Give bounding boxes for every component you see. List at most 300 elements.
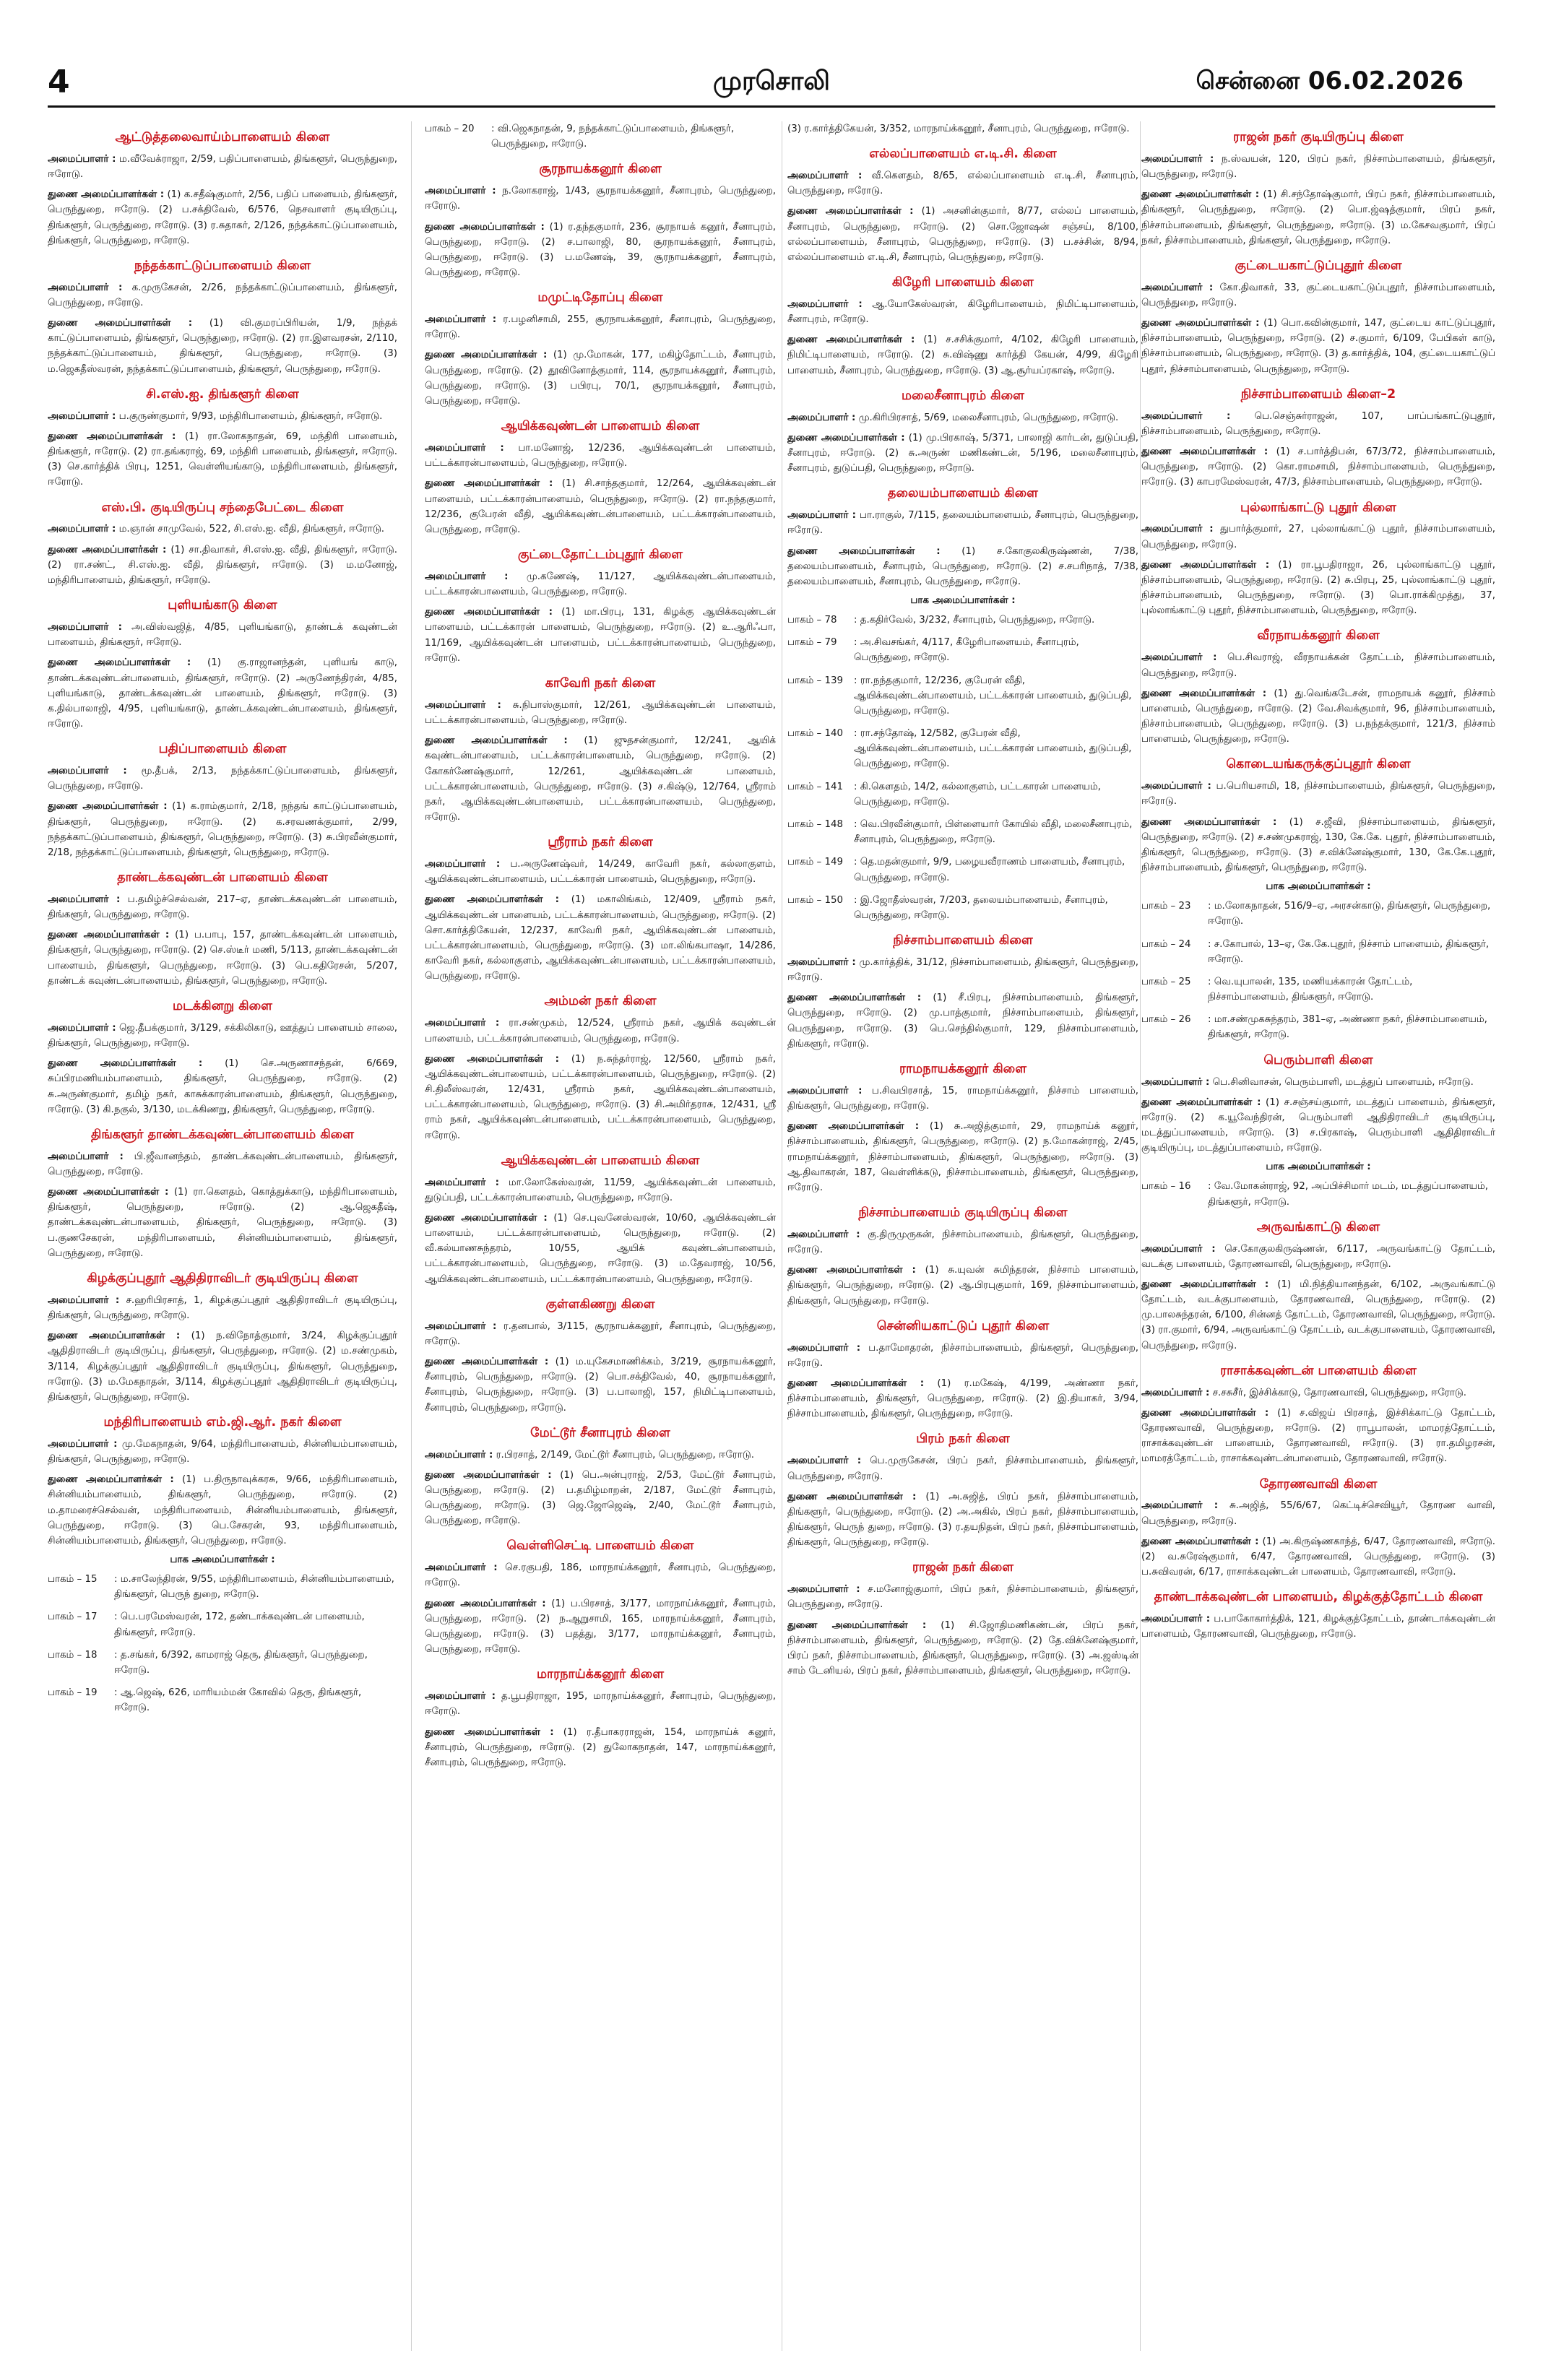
organizer-entry [48,152,397,182]
deputy-organizers-label: துணை அமைப்பாளர்கள் : [425,735,568,747]
ward-number: பாகம் – 140 [787,728,844,740]
organizer-label: அமைப்பாளர் : [48,1294,120,1306]
organizer-text: மூ.தீபக், 2/13, நந்தக்காட்டுப்பாளையம், திங்களூர், பெருந்துறை, ஈரோடு. [48,766,397,792]
deputy-organizers-label: துணை அமைப்பாளர்கள் : [787,992,922,1004]
organizer-label: அமைப்பாளர் : [1141,410,1231,422]
page-number: 4 [48,64,70,100]
branch-title: மாரநாய்க்கனூர் கிளை [536,1667,665,1682]
deputy-organizers-label: துணை அமைப்பாளர்கள் : [425,607,553,618]
deputy-organizers-entry [787,204,1138,265]
deputy-organizers-label: துணை அமைப்பாளர்கள் : [48,801,168,813]
organizer-entry [48,280,397,311]
branch-block [48,501,397,589]
organizer-entry [1141,280,1495,311]
deputy-organizers-label: துணை அமைப்பாளர்கள் : [425,350,548,361]
organizer-text: மா.லோகேஸ்வரன், 11/59, ஆயிக்கவுண்டன் பாளையம், துடுப்பதி, பட்டக்காரன்பாளையம், பெருந்துறை, ஈரோடு. [425,1177,776,1203]
branch-block [1141,757,1495,1042]
deputy-organizers-entry [787,430,1138,477]
organizer-text: துபார்த்குமார், 27, புல்லாங்காட்டு புதூர், நிச்சாம்பாளையம், பெருந்துறை, ஈரோடு. [1141,524,1495,550]
branch-block [425,676,776,825]
organizer-text: அ.விஸ்வஜித், 4/85, புளியங்காடு, தாண்டக் கவுண்டன் பாளையம், திங்களூர், ஈரோடு. [48,621,397,649]
branch-title: காவேரி நகர் கிளை [545,675,656,691]
deputy-organizers-entry [48,1185,397,1261]
deputy-organizers-label: துணை அமைப்பாளர்கள் : [787,1265,916,1276]
deputy-organizers-text: (1) ர.தீபாகரராஜன், 154, மாரநாய்க் கனூர், சீனாபுரம், பெருந்துறை, ஈரோடு. (2) துலோகநாதன், 147, மாரநாய்க்கனூர், சீனாபுரம், பெருந்துறை, ஈரோடு. [425,1726,776,1768]
organizer-label: அமைப்பாளர் : [48,766,127,777]
organizer-text: ப.பாகோகார்த்திக், 121, கிழக்குத்தோட்டம், தாண்டாக்கவுண்டன் பாளையம், தோரணவாவி, பெருந்துறை, ஈரோடு. [1141,1614,1495,1640]
branch-block [425,1426,776,1529]
deputy-organizers-label: துணை அமைப்பாளர்கள் : [1141,318,1260,329]
ward-organizer: : இ.ஜோதீஸ்வரன், 7/203, தலையம்பாளையம், சீனாபுரம், பெருந்துறை, ஈரோடு. [854,894,1108,921]
organizer-label: அமைப்பாளர் : [1141,153,1214,165]
organizer-entry [425,1689,776,1719]
branch-title: ஆயிக்கவுண்டன் பாளையம் கிளை [501,1153,700,1168]
organizer-label: அமைப்பாளர் : [1141,781,1211,792]
organizer-text: செ.ரகுபதி, 186, மாரநாய்க்கனூர், சீனாபுரம், பெருந்துறை, ஈரோடு. [425,1562,776,1589]
deputy-organizers-text: (1) மு.மோகன், 177, மகிழ்தோட்டம், சீனாபுரம், பெருந்துறை, ஈரோடு. (2) தூவினோத்குமார், 114, சூரநாயக்கனூர், சீனாபுரம், பெருந்துறை, ஈரோடு. (3) பபிரபு, 70/1, சூரநாயக்கனூர், சீனாபுரம், பெருந்துறை, ஈரோடு. [425,350,776,407]
branch-block [1141,1053,1495,1210]
deputy-organizers-label: துணை அமைப்பாளர்கள் : [425,1469,552,1481]
organizer-entry [787,168,1138,199]
deputy-organizers-text: (1) ரா.கௌதம், கொத்துக்காடு, மந்திரிபாளையம், திங்களூர், பெருந்துறை, ஈரோடு. (2) ஆ.ஜெகதீஷ், தாண்டக்கவுண்டன்பாளையம், திங்களூர், பெருந்துறை, ஈரோடு. (3) ப.குணசேகரன், மந்திரிபாளையம், சின்னியம்பாளையம், திங்களூர், பெருந்துறை, ஈரோடு. [48,1187,397,1259]
deputy-organizers-text: (1) ப.பிரசாத், 3/177, மாரநாய்க்கனூர், சீனாபுரம், பெருந்துறை, ஈரோடு. (2) ந.ஆறுசாமி, 165, மாரநாய்க்கனூர், சீனாபுரம், பெருந்துறை, ஈரோடு. (3) பதத்து, 3/177, மாரநாய்க்கனூர், சீனாபுரம், பெருந்துறை, ஈரோடு. [425,1598,776,1656]
ward-number: பாகம் – 141 [787,781,844,792]
branch-title: பதிப்பாளையம் கிளை [158,742,287,757]
deputy-organizers-label: துணை அமைப்பாளர்கள் : [1141,1278,1269,1290]
deputy-organizers-entry [425,347,776,409]
ward-organizer: : வெ.யுபாலன், 135, மணியக்காரன் தோட்டம், நிச்சாம்பாளையம், திங்களூர், ஈரோடு. [1208,976,1413,1003]
organizer-label: அமைப்பாளர் : [787,1229,860,1240]
organizer-label: அமைப்பாளர் : [48,621,123,633]
branch-block [425,1667,776,1770]
organizer-text: மு.மேகநாதன், 9/64, மந்திரிபாளையம், சின்னியம்பாளையம், திங்களூர், பெருந்துறை, ஈரோடு. [48,1438,397,1466]
deputy-organizers-label: துணை அமைப்பாளர்கள் : [425,478,553,490]
ward-organizers-heading: பாக அமைப்பாளர்கள் : [1266,1161,1371,1173]
branch-title: மலைசீனாபுரம் கிளை [902,388,1024,403]
branch-block [425,1154,776,1287]
column-divider [411,121,412,2351]
deputy-organizers-entry [1141,686,1495,748]
branch-title: மடக்கினறு கிளை [173,999,272,1013]
ward-row [787,613,1138,628]
deputy-organizers-text: (1) ப.பாபு, 157, தாண்டக்கவுண்டன் பாளையம், திங்களூர், பெருந்துறை, ஈரோடு. (2) செ.ஸ்டீர் மணி, 5/113, தாண்டக்கவுண்டன் பாளையம், திங்களூர், பெருந்துறை, ஈரோடு. (3) பெ.கதிரேசன், 5/207, தாண்டக் கவுண்டன்பாளையம், திங்களூர், பெருந்துறை, ஈரோடு. [48,930,397,987]
organizer-text: ர.பழனிசாமி, 255, சூரநாயக்கனூர், சீனாபுரம், பெருந்துறை, ஈரோடு. [425,314,776,341]
deputy-organizers-entry [48,429,397,490]
branch-title: கொடையங்கருக்குப்புதூர் கிளை [1226,757,1411,772]
organizer-entry [787,1453,1138,1484]
organizer-text: ந.லோகராஜ், 1/43, சூரநாயக்கனூர், சீனாபுரம், பெருந்துறை, ஈரோடு. [425,186,776,212]
branch-block [787,121,1138,137]
branch-title: கிழக்குப்புதூர் ஆதிதிராவிடர் குடியிருப்பு கிளை [87,1271,358,1286]
ward-organizers-heading: பாக அமைப்பாளர்கள் : [170,1554,275,1566]
column-3 [787,121,1138,2351]
branch-title: ஆட்டுத்தலைவாய்ம்பாளையம் கிளை [115,130,330,144]
organizer-text: ப.அருணேஷ்வர், 14/249, காவேரி நகர், கல்லாகுளம், ஆயிக்கவுண்டன்பாளையம், பட்டக்காரன் பாளையம், பெருந்துறை, ஈரோடு. [425,859,776,886]
organizer-text: ப.தாமோதரன், நிச்சாம்பாளையம், திங்களூர், பெருந்துறை, ஈரோடு. [787,1342,1138,1369]
deputy-organizers-entry [48,316,397,377]
deputy-organizers-text: (1) செ.அருணாசந்தன், 6/669, சுப்பிரமணியம்பாளையம், திங்களூர், பெருந்துறை, ஈரோடு. (2) சு.அருண்குமார், தமிழ் நகர், காசுக்காரன்பாளையம், திங்களூர், பெருந்துறை, ஈரோடு. (3) கி.நகுல், 3/130, மடக்கிணறு, திங்களூர், பெருந்துறை, ஈரோடு. [48,1058,397,1115]
branch-title: நிச்சாம்பாளையம் கிளை–2 [1240,386,1396,402]
deputy-organizers-text: (1) ரா.பூபதிராஜா, 26, புல்லாங்காட்டு புதூர், நிச்சாம்பாளையம், பெருந்துறை, ஈரோடு. (2) சு.பிரபு, 25, புல்லாங்காட்டு புதூர், நிச்சாம்பாளையம், பெருந்துறை, ஈரோடு. (3) பொ.ராக்கிமுத்து, 37, புல்லாங்காட்டு புதூர், நிச்சாம்பாளையம், பெருந்துறை, ஈரோடு. [1141,559,1495,617]
page-header [0,0,1543,100]
organizer-text: மு.கிரிபிரசாத், 5/69, மலைசீனாபுரம், பெருந்துறை, ஈரோடு. [858,412,1119,423]
branch-block [1141,1590,1495,1642]
organizer-entry [48,409,397,424]
branch-title: சூரநாயக்கனூர் கிளை [539,162,662,177]
organizer-entry [48,1293,397,1323]
branch-block [425,1539,776,1657]
ward-organizer: : மா.சண்முகசுந்தரம், 381–ஏ, அண்ணா நகர், நிச்சாம்பாளையம், திங்களூர், ஈரோடு. [1208,1014,1487,1041]
ward-organizer: : அ.சிவசங்கர், 4/117, கீழேரிபாளையம், சீனாபுரம், பெருந்துறை, ஈரோடு. [854,637,1079,664]
deputy-organizers-entry [787,544,1138,590]
branch-title: நிச்சாம்பாளையம் குடியிருப்பு கிளை [858,1206,1068,1221]
ward-number: பாகம் – 24 [1141,938,1191,950]
deputy-organizers-entry [425,1725,776,1771]
organizer-label: அமைப்பாளர் : [1141,652,1217,664]
branch-block [48,1415,397,1715]
deputy-organizers-entry [425,892,776,984]
branch-title: குட்டைதோட்டம்புதூர் கிளை [517,548,683,563]
deputy-organizers-label: துணை அமைப்பாளர்கள் : [48,930,170,941]
ward-number: பாகம் – 25 [1141,976,1191,987]
deputy-organizers-text: (1) ச.பார்த்திபன், 67/3/72, நிச்சாம்பாளையம், பெருந்துறை, ஈரோடு. (2) கொ.ராமசாமி, நிச்சாம்பாளையம், பெருந்துறை, ஈரோடு. (3) காபரமேஸ்வரன், 47/3, நிச்சாம்பாளையம், பெருந்துறை, ஈரோடு. [1141,446,1495,488]
deputy-organizers-text: (1) அ.கிருஷ்ணகாந்த், 6/47, தோரணவாவி, ஈரோடு. (2) வ.சுரேஷ்குமார், 6/47, தோரணவாவி, பெருந்துறை, ஈரோடு. (3) ப.சுவிவரன், 6/17, ராசாக்கவுண்டன் பாளையம், தோரணவாவி, ஈரோடு. [1141,1536,1495,1578]
organizer-label: அமைப்பாளர் : [425,699,501,711]
organizer-label: அமைப்பாளர் : [787,1342,861,1354]
ward-organizer: : த.கதிர்வேல், 3/232, சீனாபுரம், பெருந்துறை, ஈரோடு. [854,615,1095,626]
deputy-organizers-text: (1) ச.விஜய் பிரசாத், இச்சிக்காட்டு தோட்டம், தோரணவாவி, பெருந்துறை, ஈரோடு. (2) ராபூபாலன், மாமரத்தோட்டம், ராசாக்கவுண்டன் பாளையம், தோரணவாவி, ஈரோடு. (3) ரா.தமிழரசன், மாமரத்தோட்டம், ராசாக்கவுண்டன்பாளையம், தோரணவாவி, ஈரோடு. [1141,1407,1495,1465]
deputy-organizers-label: துணை அமைப்பாளர்கள் : [1141,1407,1269,1419]
organizer-entry [48,892,397,922]
organizer-entry [1141,152,1495,182]
organizer-label: அமைப்பாளர் : [425,1177,499,1188]
organizer-entry [1141,1498,1495,1528]
organizer-entry [1141,1242,1495,1272]
branch-title: எல்லப்பாளையம் எ.டி.சி. கிளை [869,147,1057,162]
organizer-text: வீ.கௌதம், 8/65, எல்லப்பாளையம் எ.டி.சி, சீனாபுரம், பெருந்துறை, ஈரோடு. [787,170,1138,197]
branch-block [787,1432,1138,1550]
ward-row [1141,974,1495,1005]
deputy-organizers-entry [1141,558,1495,619]
branch-title: மமுட்டிதோப்பு கிளை [537,290,663,306]
deputy-organizers-entry [787,332,1138,378]
deputy-organizers-text: (1) ரா.லோகநாதன், 69, மந்திரி பாளையம், திங்களூர், ஈரோடு. (2) ரா.தங்கராஜ், 69, மந்திரி பாளையம், திங்களூர், ஈரோடு. (3) செ.கார்த்திக் பிரபு, 1251, வெள்ளியங்காடு, மந்திரிபாளையம், திங்களூர், ஈரோடு. [48,430,397,488]
branch-title: அருவங்காட்டு கிளை [1256,1219,1380,1234]
column-4 [1141,121,1495,2351]
deputy-organizers-entry [48,799,397,860]
organizer-entry [787,1341,1138,1371]
ward-number: பாகம் – 19 [48,1687,98,1699]
organizer-label: அமைப்பாளர் : [787,1085,863,1096]
deputy-organizers-label: துணை அமைப்பாளர்கள் : [48,318,193,329]
organizer-text: பெ.சிவராஜ், வீரநாயக்கன் தோட்டம், நிச்சாம்பாளையம், பெருந்துறை, ஈரோடு. [1141,652,1495,679]
ward-number: பாகம் – 78 [787,615,837,626]
deputy-organizers-text: (1) சி.சந்தோஷ்குமார், பிரப் நகர், நிச்சாம்பாளையம், திங்களூர், பெருந்துறை, ஈரோடு. (2) பொ.ஜ்ஷத்குமார், பிரப் நகர், நிச்சாம்பாளையம், திங்களூர், பெருந்துறை, ஈரோடு. (3) ம.கேசவகுமார், பிரப் நகர், நிச்சாம்பாளையம், திங்களூர், பெருந்துறை, ஈரோடு. [1141,189,1495,246]
organizer-text: க.முருகேசன், 2/26, நந்தக்காட்டுப்பாளையம், திங்களூர், பெருந்துறை, ஈரோடு. [48,282,397,308]
organizer-text: ர.தனபால், 3/115, சூரநாயக்கனூர், சீனாபுரம், பெருந்துறை, ஈரோடு. [425,1320,776,1347]
branch-title: மேட்டூர் சீனாபுரம் கிளை [530,1425,670,1440]
branch-title: பிரம் நகர் கிளை [916,1432,1010,1447]
branch-block [1141,1477,1495,1580]
deputy-organizers-entry [425,1468,776,1529]
organizer-label: அமைப்பாளர் : [48,1151,124,1162]
organizer-text: பெ.சினிவாசன், பெரும்பாளி, மடத்துப் பாளையம், ஈரோடு. [1212,1076,1474,1088]
branch-title: சி.எஸ்.ஐ. திங்களூர் கிளை [146,386,299,402]
deputy-organizers-text: (1) ஜுதசன்குமார், 12/241, ஆயிக் கவுண்டன்பாளையம், பட்டக்காரன்பாளையம், பெருந்துறை, ஈரோடு. (2) கோகர்ணேஷ்குமார், 12/261, ஆயிக்கவுண்டன் பாளையம், பட்டக்காரன்பாளையம், பெருந்துறை, ஈரோடு. (3) ச.கிஷ்டு, 12/764, ஸ்ரீராம் நகர், ஆயிக்கவுண்டன்பாளையம், பட்டக்காரன்பாளையம், பெருந்துறை, ஈரோடு. [425,735,776,823]
deputy-organizers-entry [1141,1406,1495,1467]
deputy-organizers-label: துணை அமைப்பாளர்கள் : [787,545,941,557]
ward-row [1141,1179,1495,1209]
ward-number: பாகம் – 20 [425,124,475,134]
branch-title: திங்களூர் தாண்டக்கவுண்டன்பாளையம் கிளை [90,1127,355,1142]
ward-number: பாகம் – 23 [1141,901,1191,912]
ward-organizer: : ம.சாலேந்திரன், 9/55, மந்திரிபாளையம், சின்னியம்பாளையம், திங்களூர், பெருந் துறை, ஈரோடு. [114,1574,394,1601]
organizer-entry [425,1319,776,1349]
continued-text: (3) ர.கார்த்திகேயன், 3/352, மாரநாய்க்கனூர், சீனாபுரம், பெருந்துறை, ஈரோடு. [787,124,1130,134]
branch-title: குட்டையகாட்டுப்புதூர் கிளை [1235,258,1402,273]
ward-row [48,1648,397,1678]
branch-block [1141,130,1495,248]
deputy-organizers-label: துணை அமைப்பாளர்கள் : [48,544,167,555]
ward-number: பாகம் – 17 [48,1611,98,1623]
branch-block [1141,259,1495,377]
organizer-entry [1141,779,1495,809]
ward-organizer: : ம.லோகநாதன், 516/9–ஏ, அரசன்காடு, திங்களூர், பெருந்துறை, ஈரோடு. [1208,901,1491,927]
organizer-text: த.பூபதிராஜா, 195, மாரநாய்க்கனூர், சீனாபுரம், பெருந்துறை, ஈரோடு. [425,1691,776,1718]
ward-organizer: : வெ.பிரவீன்குமார், பிள்ளையார் கோயில் வீதி, மலைசீனாபுரம், சீனாபுரம், பெருந்துறை, ஈரோடு. [854,819,1133,846]
deputy-organizers-entry [1141,815,1495,876]
organizer-label: அமைப்பாளர் : [425,1562,498,1574]
ward-row [787,779,1138,810]
organizer-label: அமைப்பாளர் : [787,298,863,310]
deputy-organizers-label: துணை அமைப்பாளர்கள் : [787,1491,917,1502]
ward-row [1141,937,1495,967]
branch-block [1141,628,1495,747]
column-2 [425,121,776,2351]
deputy-organizers-entry [48,1056,397,1117]
ward-row [787,893,1138,923]
deputy-organizers-entry [48,542,397,589]
deputy-organizers-text: (1) ச.கோகுலகிருஷ்ணன், 7/38, தலையம்பாளையம், சீனாபுரம், பெருந்துறை, ஈரோடு. (2) ச.சபரிநாத், 7/38, தலையம்பாளையம், சீனாபுரம், பெருந்துறை, ஈரோடு. [787,545,1138,587]
organizer-label: அமைப்பாளர் : [787,412,856,423]
ward-row [787,817,1138,847]
organizer-label: அமைப்பாளர் : [787,956,856,968]
deputy-organizers-label: துணை அமைப்பாளர்கள் : [425,1212,548,1224]
deputy-organizers-entry [425,1211,776,1287]
branch-block [425,835,776,984]
ward-organizer: : வே.மோகன்ராஜ், 92, அப்பிச்சிமார் மடம், மடத்துப்பாளையம், திங்களூர், ஈரோடு. [1208,1181,1488,1208]
organizer-text: பா.மனோஜ், 12/236, ஆயிக்கவுண்டன் பாளையம், பட்டக்காரன்பாளையம், பெருந்துறை, ஈரோடு. [425,443,776,469]
branch-block [425,162,776,280]
deputy-organizers-entry [1141,316,1495,377]
organizer-label: அமைப்பாளர் : [787,510,856,522]
branch-block [48,870,397,989]
deputy-organizers-label: துணை அமைப்பாளர்கள் : [425,1598,546,1609]
organizer-text: செ.கோகுலகிருஷ்ணன், 6/117, அருவங்காட்டு தோட்டம், வடக்கு பாளையம், தோரணவாவி, பெருந்துறை, ஈரோடு. [1141,1243,1495,1270]
organizer-text: கோ.திவாகர், 33, குட்டையகாட்டுப்புதூர், நிச்சாம்பாளையம், பெருந்துறை, ஈரோடு. [1141,282,1495,308]
deputy-organizers-label: துணை அமைப்பாளர்கள் : [48,189,165,201]
organizer-text: சு.அஜித், 55/6/67, கெட்டிச்செவியூர், தோரண வாவி, பெருந்துறை, ஈரோடு. [1141,1500,1495,1527]
branch-title: சென்னியகாட்டுப் புதூர் கிளை [876,1318,1050,1333]
branch-title: புளியங்காடு கிளை [168,598,277,613]
deputy-organizers-entry [787,990,1138,1052]
deputy-organizers-text: (1) ம.யுகேசமாணிக்கம், 3/219, சூரநாயக்கனூர், சீனாபுரம், பெருந்துறை, ஈரோடு. (2) பொ.சக்திவேல், 40, சூரநாயக்கனூர், சீனாபுரம், பெருந்துறை, ஈரோடு. (3) ப.பாலாஜி, 157, நிமிட்டிபாளையம், சீனாபுரம், பெருந்துறை, ஈரோடு. [425,1356,776,1414]
branch-block [425,419,776,537]
deputy-organizers-entry [787,1489,1138,1551]
organizer-entry [787,410,1138,425]
branch-title: குள்ளகிணறு கிளை [545,1297,655,1312]
deputy-organizers-label: துணை அமைப்பாளர்கள் : [1141,1096,1261,1108]
ward-row [787,854,1138,885]
organizer-entry [48,620,397,650]
deputy-organizers-entry [787,1376,1138,1422]
organizer-text: ச.ஹரிபிரசாத், 1, கிழக்குப்புதூர் ஆதிதிராவிடர் குடியிருப்பு, திங்களூர், பெருந்துறை, ஈரோடு. [48,1294,397,1322]
organizer-label: அமைப்பாளர் : [425,1449,493,1461]
deputy-organizers-label: துணை அமைப்பாளர்கள் : [425,1356,549,1368]
deputy-organizers-text: (1) செ.புவனேஸ்வரன், 10/60, ஆயிக்கவுண்டன் பாளையம், பட்டக்காரன்பாளையம், பெருந்துறை, ஈரோடு. (2) வீ.கல்யாணசுந்தரம், 10/55, ஆயிக் கவுண்டன்பாளையம், பட்டக்காரன்பாளையம், பெருந்துறை, ஈரோடு. (3) ம.தேவராஜ், 10/56, ஆயிக்கவுண்டன்பாளையம், பட்டக்காரன்பாளையம், பெருந்துறை, ஈரோடு. [425,1212,776,1285]
branch-title: புல்லாங்காட்டு புதூர் கிளை [1240,500,1396,515]
branch-title: மந்திரிபாளையம் எம்.ஜி.ஆர். நகர் கிளை [103,1415,342,1430]
deputy-organizers-text: (1) ச.ஜீவி, நிச்சாம்பாளையம், திங்களூர், பெருந்துறை, ஈரோடு. (2) ச.சண்முகராஜ், 130, கே.கே. புதூர், நிச்சாம்பாளையம், திங்களூர், பெருந்துறை, ஈரோடு. (3) ச.விக்னேஷ்குமார், 130, கே.கே.புதூர், நிச்சாம்பாளையம், திங்களூர், பெருந்துறை, ஈரோடு. [1141,816,1495,874]
organizer-label: அமைப்பாளர் : [425,186,496,197]
branch-block [1141,1364,1495,1467]
organizer-entry [425,857,776,887]
ward-number: பாகம் – 79 [787,637,837,649]
branch-title: ராமநாயக்கனூர் கிளை [899,1061,1027,1076]
ward-number: பாகம் – 26 [1141,1014,1191,1026]
organizer-label: அமைப்பாளர் : [48,524,116,535]
ward-number: பாகம் – 18 [48,1649,98,1661]
organizer-text: பெ.முருகேசன், பிரப் நகர், நிச்சாம்பாளையம், திங்களூர், பெருந்துறை, ஈரோடு. [787,1455,1138,1482]
deputy-organizers-text: (1) சி.ஜோதிமணிகண்டன், பிரப் நகர், நிச்சாம்பாளையம், திங்களூர், பெருந்துறை, ஈரோடு. (2) தே.விக்னேஷ்குமார், பிரப் நகர், நிச்சாம்பாளையம், திங்களூர், பெருந்துறை, ஈரோடு. (3) அ.ஜஸ்டின் சாம் டேனியல், பிரப் நகர், நிச்சாம்பாளையம், திங்களூர், பெருந்துறை, ஈரோடு. [787,1619,1138,1677]
branch-block [787,147,1138,265]
organizer-label: அமைப்பாளர் : [787,170,863,182]
ward-organizers-heading: பாக அமைப்பாளர்கள் : [910,595,1016,607]
branch-title: வெள்ளிசெட்டி பாளையம் கிளை [506,1539,694,1554]
branch-block [425,994,776,1143]
deputy-organizers-label: துணை அமைப்பாளர்கள் : [48,1330,181,1342]
deputy-organizers-entry [787,1618,1138,1679]
deputy-organizers-entry [787,1263,1138,1309]
ward-number: பாகம் – 149 [787,857,844,868]
organizer-label: அமைப்பாளர் : [48,1438,118,1450]
organizer-entry [1141,650,1495,680]
deputy-organizers-label: துணை அமைப்பாளர்கள் : [48,1187,169,1198]
branch-block [48,598,397,732]
ward-row [787,726,1138,772]
organizer-text: ஜெ.தீபக்குமார், 3/129, சக்கிலிகாடு, ஊத்துப் பாளையம் சாலை, திங்களூர், பெருந்துறை, ஈரோடு. [48,1022,397,1050]
deputy-organizers-label: துணை அமைப்பாளர்கள் : [787,1121,920,1133]
branch-block [425,1297,776,1416]
organizer-label: அமைப்பாளர் : [787,1584,860,1596]
deputy-organizers-label: துணை அமைப்பாளர்கள் : [787,206,914,217]
city-date: சென்னை 06.02.2026 [1196,66,1464,95]
deputy-organizers-label: துணை அமைப்பாளர்கள் : [1141,189,1260,201]
deputy-organizers-text: (1) க.சதீஷ்குமார், 2/56, பதிப் பாளையம், திங்களூர், பெருந்துறை, ஈரோடு. (2) ப.சக்திவேல், 6/576, நெசவாளர் குடியிருப்பு, திங்களூர், பெருந்துறை, ஈரோடு. (3) ர.சுதாகர், 2/126, நந்தக்காட்டுப்பாளையம், திங்களூர், பெருந்துறை, ஈரோடு. [48,189,397,246]
deputy-organizers-text: (1) அ.சுஜித், பிரப் நகர், நிச்சாம்பாளையம், திங்களூர், பெருந்துறை, ஈரோடு. (2) அ.அகில், பிரப் நகர், நிச்சாம்பாளையம், திங்களூர், பெருந் துறை, ஈரோடு. (3) ர.தயநிதன், பிரப் நகர், நிச்சாம்பாளையம், திங்களூர், பெருந்துறை, ஈரோடு. [787,1491,1138,1549]
branch-block [48,1271,397,1405]
deputy-organizers-text: (1) மகாலிங்கம், 12/409, ஸ்ரீராம் நகர், ஆயிக்கவுண்டன் பாளையம், பட்டக்காரன்பாளையம், பெருந்துறை, ஈரோடு. (2) சொ.கார்த்திகேயன், 12/237, காவேரி நகர், ஆயிக்கவுண்டன் பாளையம், பட்டக்காரன்பாளையம், பெருந்துறை, ஈரோடு. (3) மா.லிங்கபாஷா, 14/286, காவேரி நகர், கல்லாகுளம், ஆயிக்கவுண்டன்பாளையம், பட்டக்காரன்பாளையம், பெருந்துறை, ஈரோடு. [425,894,776,982]
deputy-organizers-label: துணை அமைப்பாளர்கள் : [48,657,191,669]
newspaper-name: முரசொலி [713,66,830,96]
organizer-label: அமைப்பாளர் : [1141,1500,1219,1512]
organizer-label: அமைப்பாளர் : [48,282,123,293]
deputy-organizers-text: (1) சு.யுவன் சுமிந்தரன், நிச்சாம் பாளையம், திங்களூர், பெருந்துறை, ஈரோடு. (2) ஆ.பிரபுகுமார், 169, நிச்சாம்பாளையம், திங்களூர், பெருந்துறை, ஈரோடு. [787,1265,1138,1307]
organizer-text: பி.ஜீவானந்தம், தாண்டக்கவுண்டன்பாளையம், திங்களூர், பெருந்துறை, ஈரோடு. [48,1151,397,1177]
organizer-entry [425,1175,776,1206]
branch-title: கிழேரி பாளையம் கிளை [892,275,1034,290]
ward-row [425,121,776,152]
ward-organizer: : த.சங்கர், 6/392, காமராஜ் தெரு, திங்களூர், பெருந்துறை, ஈரோடு. [114,1649,368,1676]
ward-organizer: : தெ.மதன்குமார், 9/9, பழையவீராணம் பாளையம், சீனாபுரம், பெருந்துறை, ஈரோடு. [854,857,1125,883]
branch-block [787,1319,1138,1422]
organizer-entry [787,508,1138,538]
organizer-text: கு.திருமுருகன், நிச்சாம்பாளையம், திங்களூர், பெருந்துறை, ஈரோடு. [787,1229,1138,1256]
organizer-text: ப.சிவபிரசாத், 15, ராமநாய்க்கனூர், நிச்சாம் பாளையம், திங்களூர், பெருந்துறை, ஈரோடு. [787,1085,1138,1112]
deputy-organizers-text: (1) ச.சஞ்சய்குமார், மடத்துப் பாளையம், திங்களூர், ஈரோடு. (2) க.யூவேந்திரன், பெரும்பாளி ஆதிதிராவிடர் குடியிருப்பு, மடத்துப்பாளையம், ஈரோடு. (3) ச.பிரகாஷ், பெரும்பாளி ஆதிதிராவிடர் குடியிருப்பு, மடத்துப்பாளையம், ஈரோடு. [1141,1096,1495,1154]
branch-title: ஆயிக்கவுண்டன் பாளையம் கிளை [501,419,700,434]
deputy-organizers-text: (1) ர.மகேஷ், 4/199, அண்ணா நகர், நிச்சாம்பாளையம், திங்களூர், பெருந்துறை, ஈரோடு. (2) இ.தியாகர், 3/94, நிச்சாம்பாளையம், திங்களூர், பெருந்துறை, ஈரோடு. [787,1377,1138,1420]
organizer-text: மு.கணேஷ், 11/127, ஆயிக்கவுண்டன்பாளையம், பட்டக்காரன்பாளையம், பெருந்துறை, ஈரோடு. [425,571,776,598]
deputy-organizers-text: (1) பெ.அன்புராஜ், 2/53, மேட்டூர் சீனாபுரம், பெருந்துறை, ஈரோடு. (2) ப.தமிழ்மாறன், 2/187, மேட்டூர் சீனாபுரம், பெருந்துறை, ஈரோடு. (3) ஜெ.ஜோஜெஷ், 2/40, மேட்டூர் சீனாபுரம், பெருந்துறை, ஈரோடு. [425,1469,776,1527]
deputy-organizers-text: (1) வி.குமரப்பிரியன், 1/9, நந்தக் காட்டுப்பாளையம், திங்களூர், பெருந்துறை, ஈரோடு. (2) ரா.இளவரசன், 2/110, நந்தக்காட்டுப்பாளையம், திங்களூர், பெருந்துறை, ஈரோடு. (3) ம.ஜெகதீஸ்வரன், நந்தக்காட்டுப்பாளையம், திங்களூர், பெருந்துறை, ஈரோடு. [48,318,397,375]
deputy-organizers-text: (1) பொ.கவின்குமார், 147, குட்டைய காட்டுப்புதூர், நிச்சாம்பாளையம், பெருந்துறை, ஈரோடு. (2) ச.குமார், 6/109, பேபிகள் காடு, நிச்சாம்பாளையம், பெருந்துறை, ஈரோடு. (3) த.கார்த்திக், 104, குட்டையகாட்டுப் புதூர், நிச்சாம்பாளையம், பெருந்துறை, ஈரோடு. [1141,318,1495,375]
branch-block [425,548,776,666]
ward-row [48,1572,397,1602]
ward-row [48,1609,397,1640]
deputy-organizers-entry [425,476,776,537]
organizer-label: அமைப்பாளர் : [425,443,504,454]
deputy-organizers-label: துணை அமைப்பாளர்கள் : [425,1053,560,1065]
ward-number: பாகம் – 139 [787,675,844,686]
deputy-organizers-entry [1141,1277,1495,1354]
ward-organizer: : ச.கோபால், 13–ஏ, கே.கே.புதூர், நிச்சாம் பாளையம், திங்களூர், ஈரோடு. [1208,938,1490,965]
branch-title: ராஜன் நகர் குடியிருப்பு கிளை [1233,130,1404,144]
branch-block [787,1560,1138,1679]
deputy-organizers-text: (1) ர.தந்தகுமார், 236, சூரநாயக் கனூர், சீனாபுரம், பெருந்துறை, ஈரோடு. (2) ச.பாலாஜி, 80, சூரநாயக்கனூர், சீனாபுரம், பெருந்துறை, ஈரோடு. (3) ப.மணேஷ், 39, சூரநாயக்கனூர், சீனாபுரம், பெருந்துறை, ஈரோடு. [425,221,776,279]
branch-title: தோரணவாவி கிளை [1259,1476,1378,1492]
deputy-organizers-entry [425,1052,776,1143]
organizer-label: அமைப்பாளர் : [48,1022,116,1034]
branch-block [787,933,1138,1052]
deputy-organizers-entry [425,220,776,281]
deputy-organizers-entry [48,187,397,248]
branch-title: பெரும்பாளி கிளை [1263,1052,1373,1068]
organizer-label: அமைப்பாளர் : [1141,524,1214,535]
deputy-organizers-entry [425,605,776,666]
deputy-organizers-text: (1) அசனின்குமார், 8/77, எல்லப் பாளையம், சீனாபுரம், பெருந்துறை, ஈரோடு. (2) சொ.ஜோஷன் சஞ்சய், 8/100, எல்லப்பாளையம், சீனாபுரம், பெருந்துறை, ஈரோடு. (3) ப.சச்சின், 8/94, எல்லப்பாளையம் எ.டி.சி, சீனாபுரம், பெருந்துறை, ஈரோடு. [787,206,1138,263]
organizer-label: அமைப்பாளர் : [425,859,501,870]
ward-number: பாகம் – 148 [787,819,844,830]
ward-organizer: : ரா.நந்தகுமார், 12/236, குபேரன் வீதி, ஆயிக்கவுண்டன்பாளையம், பட்டக்காரன் பாளையம், துடுப்பதி, பெருந்துறை, ஈரோடு. [854,675,1132,717]
branch-title: நந்தக்காட்டுப்பாளையம் கிளை [134,258,311,273]
organizer-entry [48,1437,397,1467]
organizer-label: அமைப்பாளர் : [787,1455,862,1467]
branch-block [425,290,776,409]
organizer-entry [48,1021,397,1051]
ward-organizers-heading: பாக அமைப்பாளர்கள் : [1266,881,1371,893]
column-divider [1140,121,1141,2351]
organizer-text: ந.ஸ்வயன், 120, பிரப் நகர், நிச்சாம்பாளையம், திங்களூர், பெருந்துறை, ஈரோடு. [1141,153,1495,181]
organizer-entry [787,1227,1138,1258]
branch-block [1141,387,1495,490]
organizer-entry [787,1582,1138,1612]
ward-number: பாகம் – 16 [1141,1181,1191,1193]
organizer-text: ச.மனோஜ்குமார், பிரப் நகர், நிச்சாம்பாளையம், திங்களூர், பெருந்துறை, ஈரோடு. [787,1584,1138,1611]
deputy-organizers-label: துணை அமைப்பாளர்கள் : [48,1474,174,1486]
organizer-entry [1141,1385,1495,1401]
branch-block [787,1062,1138,1195]
